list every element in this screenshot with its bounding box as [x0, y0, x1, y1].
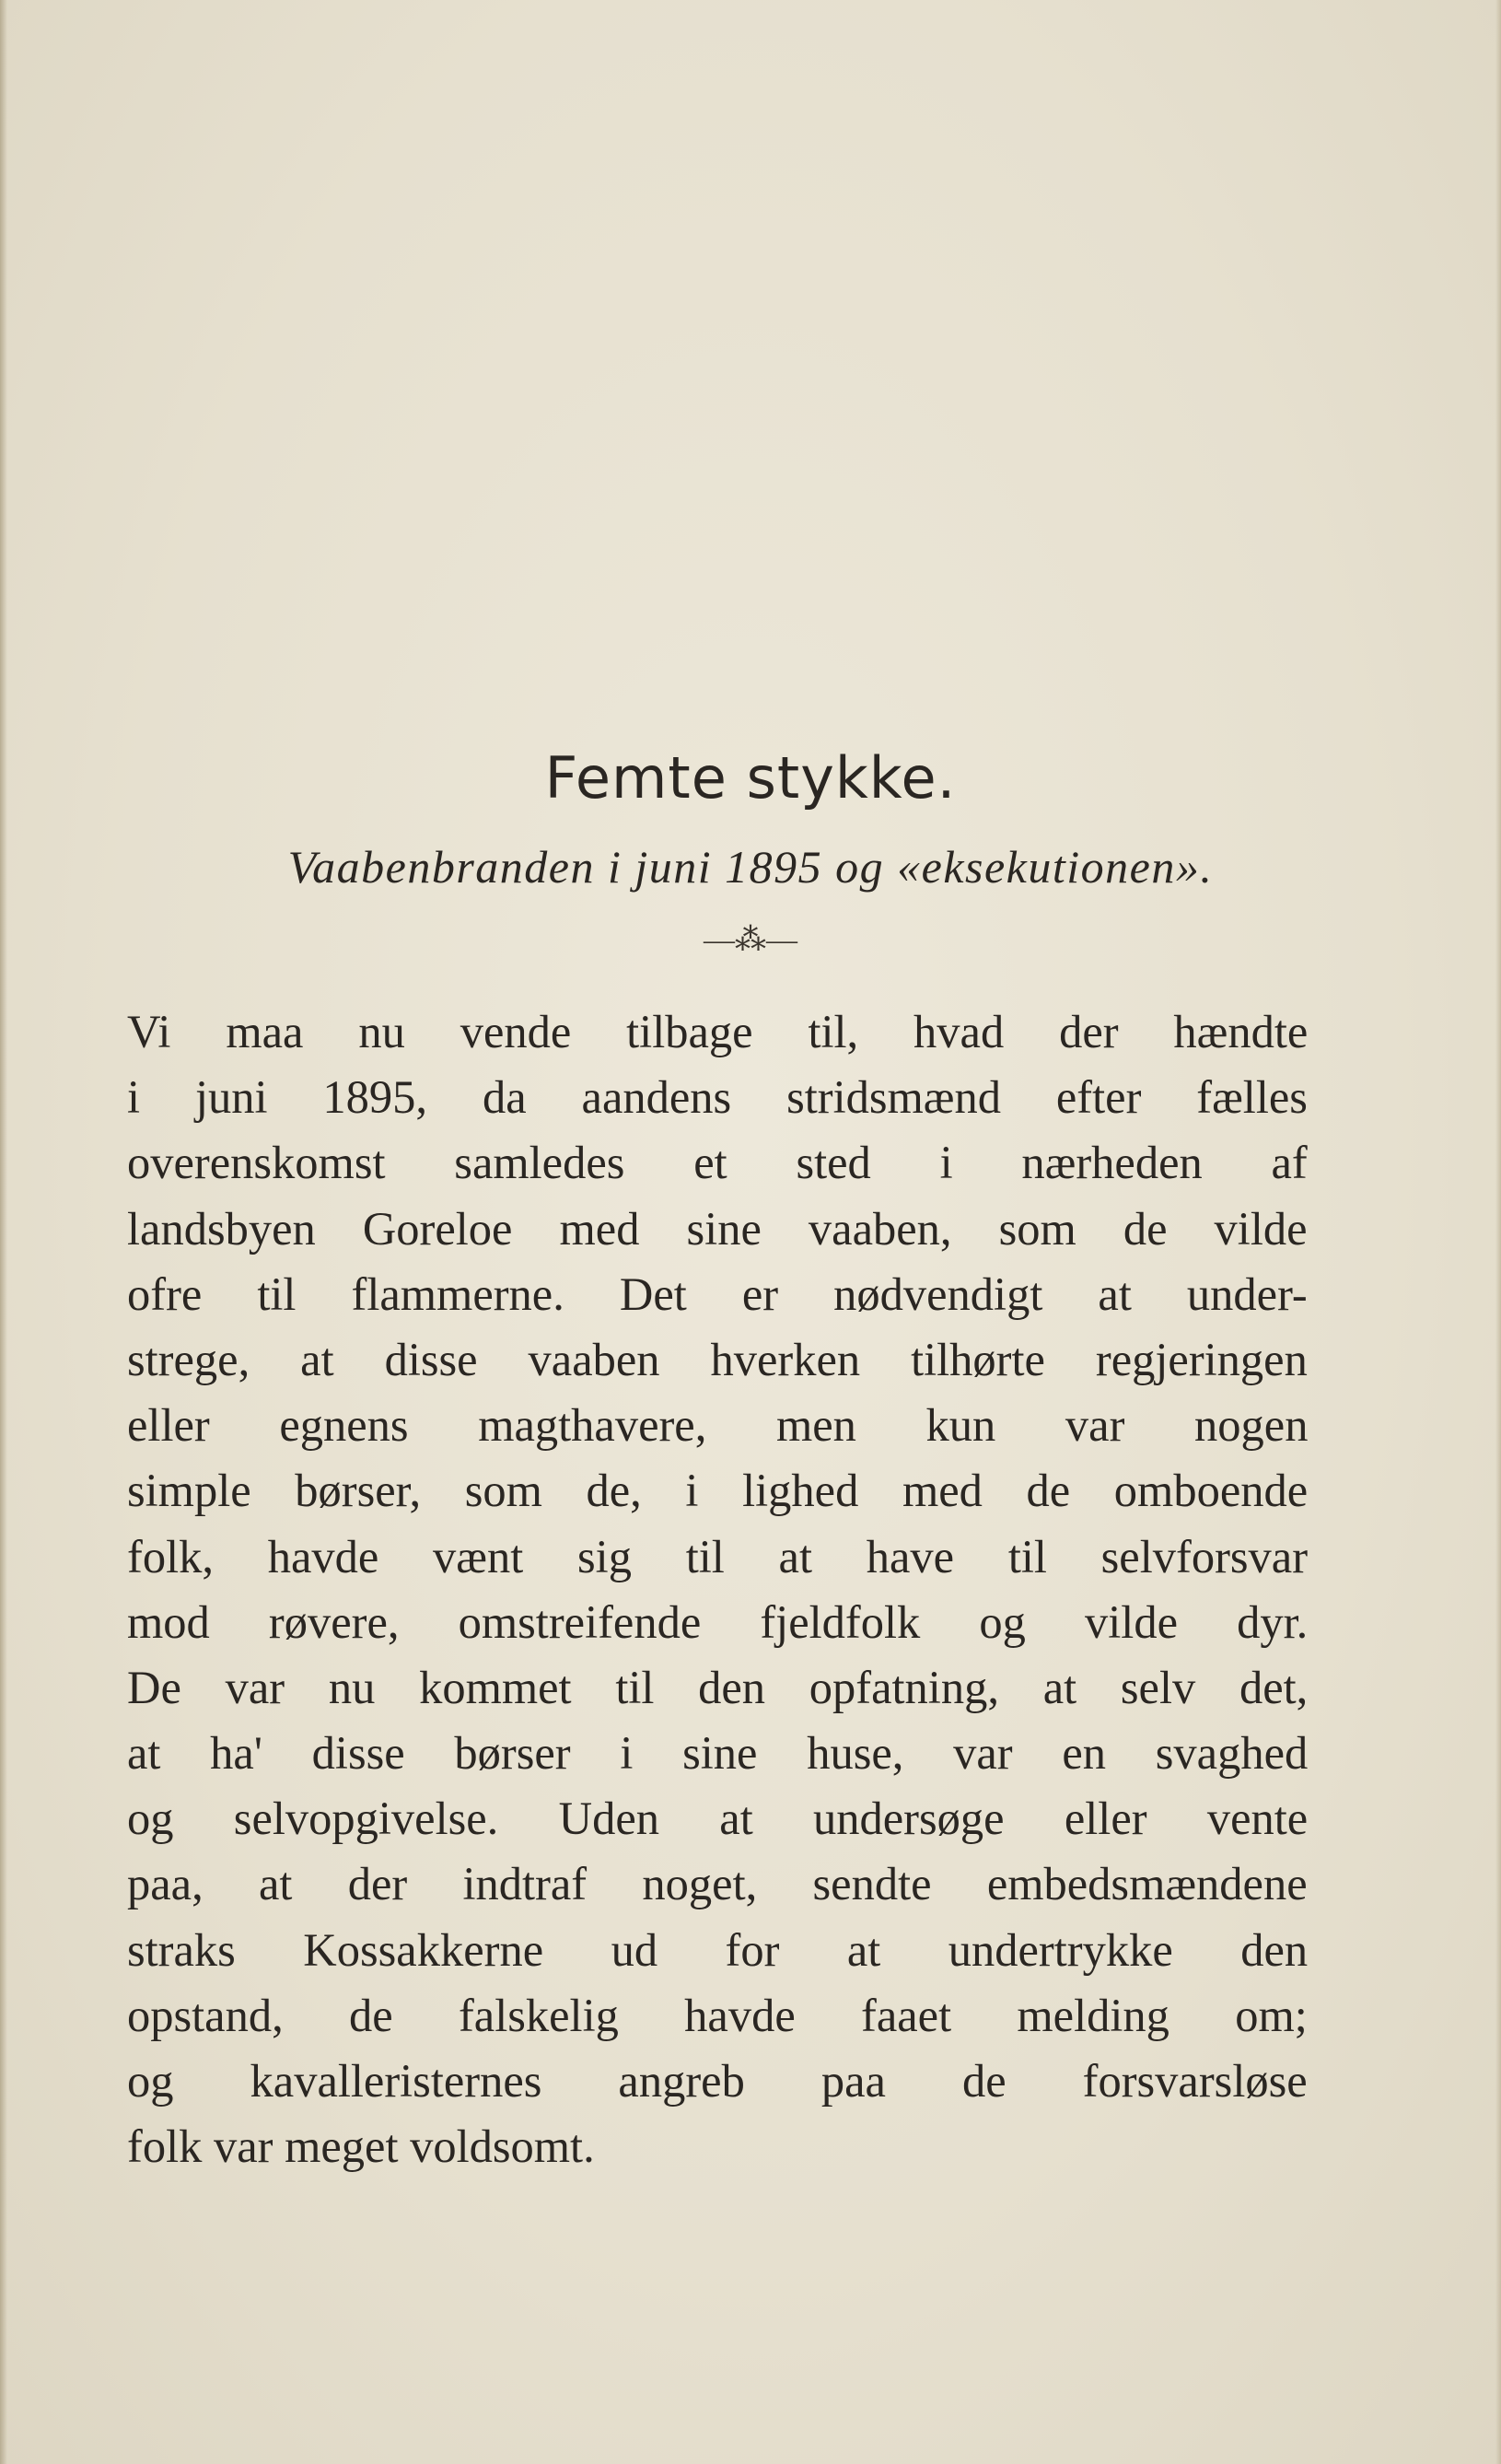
text-line: at ha' disse børser i sine huse, var en svaghed — [127, 1727, 1309, 1780]
text-line: strege, at disse vaaben hverken tilhørte regjeringen — [127, 1333, 1308, 1385]
text-line: simple børser, som de, i lighed med de omboende — [127, 1465, 1309, 1517]
text-line: straks Kossakkerne ud for at undertrykke den — [127, 1923, 1309, 1976]
text-line: ofre til flammerne. Det er nødvendigt at under- — [127, 1267, 1308, 1320]
text-line: eller egnens magthavere, men kun var nogen — [127, 1399, 1309, 1452]
text-line: i juni 1895, da aandens stridsmænd efter fælles — [127, 1071, 1308, 1124]
text-line: overenskomst samledes et sted i nærheden af — [127, 1137, 1308, 1189]
text-line: opstand, de falskelig havde faaet melding om; — [127, 1989, 1308, 2041]
body-paragraph — [127, 999, 1308, 2179]
text-line: folk var meget voldsomt. — [127, 2120, 595, 2173]
text-line: folk, havde vænt sig til at have til selvforsvar — [127, 1530, 1309, 1582]
text-line: mod røvere, omstreifende fjeldfolk og vilde dyr. — [127, 1595, 1309, 1648]
chapter-heading: Femte stykke. — [544, 744, 957, 812]
page-left-edge — [0, 0, 7, 2464]
text-line: og selvopgivelse. Uden at undersøge eller vente — [127, 1793, 1309, 1845]
page-right-edge — [1495, 0, 1501, 2464]
text-line: og kavalleristernes angreb paa de forsvarsløse — [127, 2055, 1308, 2107]
text-line: landsbyen Goreloe med sine vaaben, som de vilde — [127, 1202, 1308, 1255]
ornament-divider: —⁂— — [704, 923, 797, 957]
text-line: De var nu kommet til den opfatning, at selv det, — [127, 1661, 1309, 1713]
chapter-subheading: Vaabenbranden i juni 1895 og «eksekutionen». — [287, 841, 1214, 893]
text-line: Vi maa nu vende tilbage til, hvad der hændte — [127, 1006, 1309, 1057]
text-line: paa, at der indtraf noget, sendte embedsmændene — [127, 1858, 1308, 1910]
